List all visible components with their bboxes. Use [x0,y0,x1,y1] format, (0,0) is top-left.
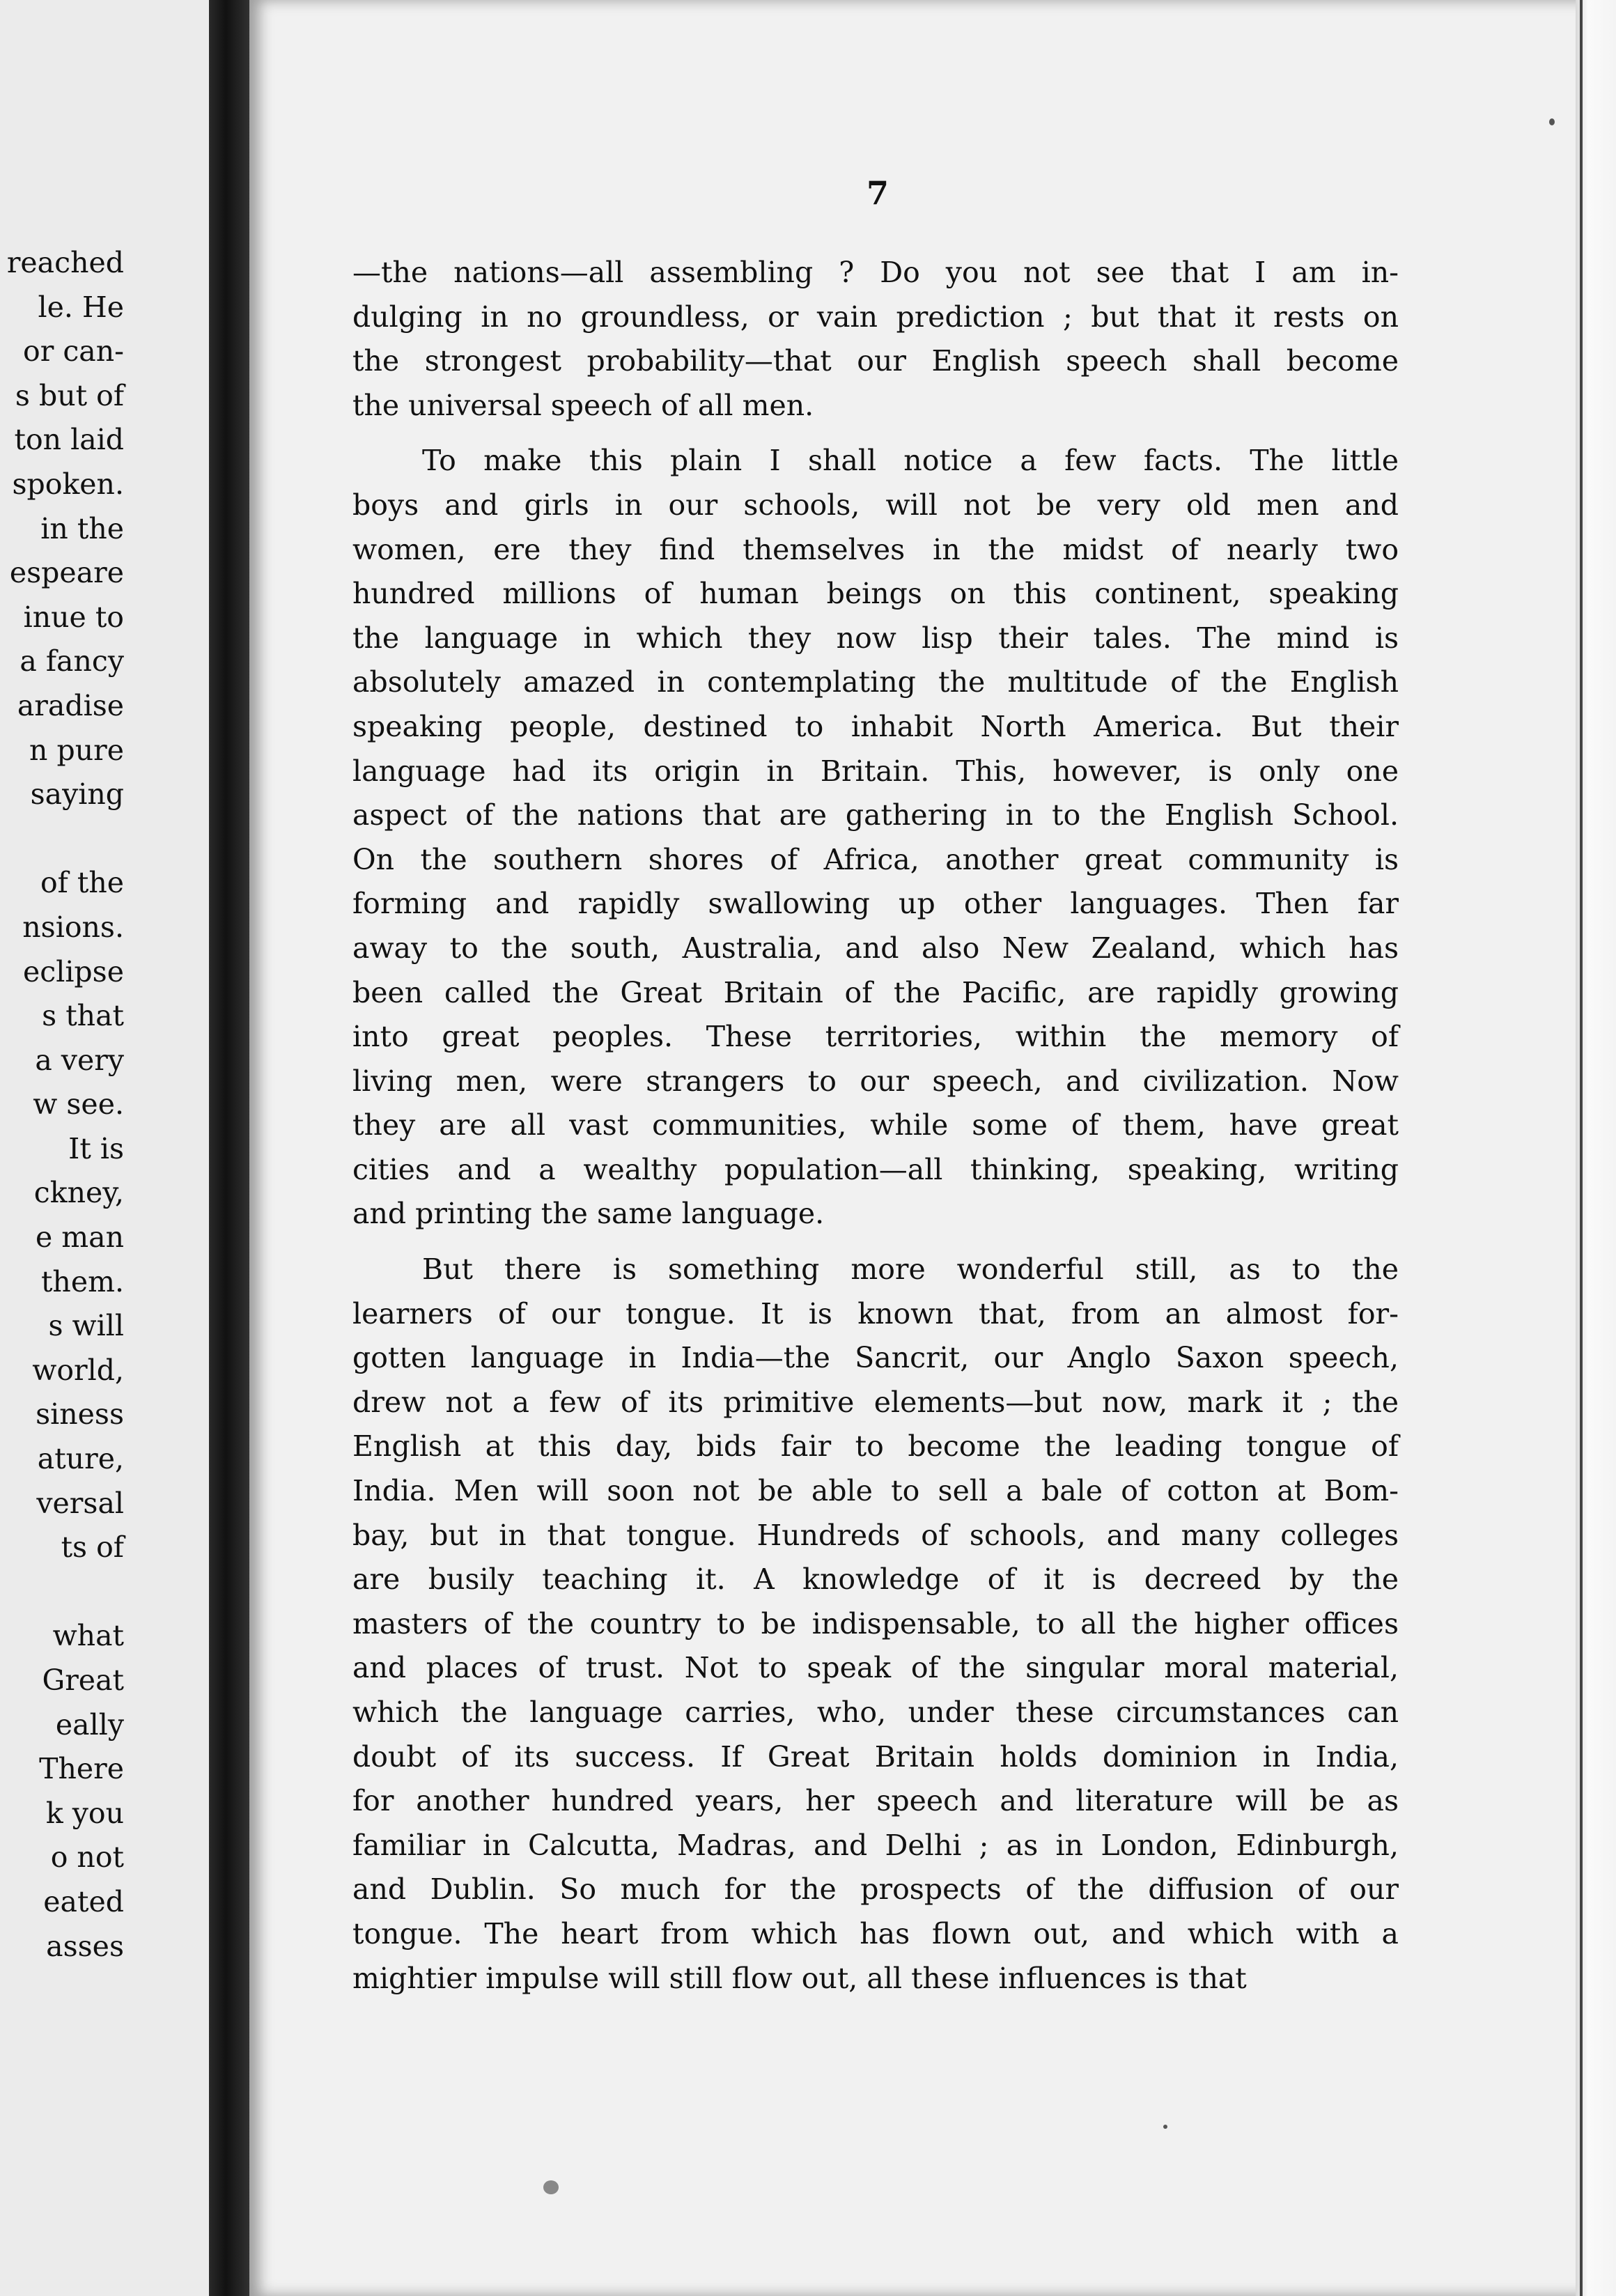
text-line: drew not a few of its primitive elements—but now, mark it ; the [352,1385,1399,1419]
text-line: into great peoples. These territories, within the memory of [352,1020,1399,1054]
fragment-line: a very [35,1043,124,1077]
fragment-line: nsions. [22,910,124,944]
fragment-line: espeare [9,556,124,590]
fragment-line: inue to [23,600,124,634]
paragraph [352,251,1399,428]
text-line: for another hundred years, her speech and literature will be as [352,1784,1399,1818]
text-line: On the southern shores of Africa, another great community is [352,842,1399,876]
fragment-line: versal [36,1486,124,1520]
fragment-line: ckney, [33,1176,124,1210]
text-line: bay, but in that tongue. Hundreds of schools, and many colleges [352,1518,1399,1552]
fragment-line: reached [6,246,124,279]
page-edge [1576,0,1616,2296]
paragraph [352,1248,1399,2001]
body-text [352,251,1399,2001]
fragment-line: k you [45,1796,124,1830]
page-gutter-shadow [209,0,251,2296]
text-line: which the language carries, who, under these circumstances can [352,1696,1399,1729]
fragment-line: spoken. [12,467,124,501]
text-line: dulging in no groundless, or vain prediction ; but that it rests on [352,300,1399,334]
text-line: the strongest probability—that our English speech shall become [352,344,1399,378]
fragment-line: eated [43,1884,124,1918]
fragment-line: ton laid [14,423,124,457]
text-line: the universal speech of all men. [352,388,814,422]
text-line: language had its origin in Britain. This, however, is only one [352,754,1399,788]
fragment-line: saying [30,777,124,812]
text-line: they are all vast communities, while some of them, have great [352,1108,1399,1142]
fragment-line: them. [40,1264,124,1298]
text-line: absolutely amazed in contemplating the multitude of the English [352,665,1399,699]
previous-page-text [0,241,124,1969]
text-line: speaking people, destined to inhabit North America. But their [352,709,1399,743]
fragment-line: a fancy [20,644,124,678]
text-line: cities and a wealthy population—all thinking, speaking, writing [352,1152,1399,1186]
text-line: aspect of the nations that are gathering in to the English School. [352,798,1399,832]
text-line: learners of our tongue. It is known that, from an almost for- [352,1296,1399,1331]
text-line: English at this day, bids fair to become the leading tongue of [352,1429,1399,1464]
fragment-line: o not [50,1840,124,1875]
fragment-line: n pure [29,733,124,767]
fragment-line: what [52,1619,124,1653]
fragment-line: aradise [17,688,124,722]
fragment-line: s that [42,999,124,1033]
fragment-line: s but of [15,378,124,412]
fragment-line: in the [40,511,124,545]
text-line: living men, were strangers to our speech, and civilization. Now [352,1064,1399,1098]
fragment-line: eclipse [22,954,124,988]
fragment-line: world, [32,1353,124,1387]
fragment-line [0,1570,124,1615]
text-line: and Dublin. So much for the prospects of the diffusion of our [352,1872,1399,1907]
fragment-line: e man [35,1220,124,1255]
text-line: To make this plain I shall notice a few facts. The little [422,444,1399,478]
text-line: familiar in Calcutta, Madras, and Delhi ; as in London, Edinburgh, [352,1828,1399,1862]
text-line: women, ere they find themselves in the midst of nearly two [352,532,1399,566]
text-line: forming and rapidly swallowing up other languages. Then far [352,887,1399,921]
fragment-line [0,817,124,862]
fragment-line: Great [42,1663,124,1697]
paragraph [352,439,1399,1236]
fragment-line: ts of [61,1530,124,1565]
fragment-line: s will [48,1309,124,1343]
text-line: been called the Great Britain of the Pacific, are rapidly growing [352,975,1399,1009]
previous-page-fragment [0,0,222,2296]
text-line: the language in which they now lisp their tales. The mind is [352,621,1399,655]
fragment-line: siness [36,1397,124,1432]
text-line: —the nations—all assembling ? Do you not see that I am in- [352,256,1399,289]
text-line: and places of trust. Not to speak of the singular moral material, [352,1651,1399,1685]
text-line: mightier impulse will still flow out, all these influences is that [352,1961,1247,1995]
fragment-line: There [39,1752,124,1786]
fragment-line: asses [46,1929,124,1963]
fragment-line: or can- [23,334,124,369]
text-line: and printing the same language. [352,1197,825,1231]
dust-speck [543,2180,559,2194]
fragment-line: eally [55,1707,124,1742]
text-line: doubt of its success. If Great Britain holds dominion in India, [352,1739,1399,1774]
fragment-line: It is [68,1131,124,1165]
fragment-line: of the [40,866,124,900]
text-line: boys and girls in our schools, will not be very old men and [352,488,1399,522]
page-number: 7 [866,174,889,212]
fragment-line: w see. [33,1087,124,1122]
text-line: away to the south, Australia, and also New Zealand, which has [352,931,1399,965]
text-line: masters of the country to be indispensable, to all the higher offices [352,1606,1399,1640]
text-line: India. Men will soon not be able to sell a bale of cotton at Bom- [352,1474,1399,1508]
dust-speck [1163,2125,1167,2129]
text-line: tongue. The heart from which has flown out, and which with a [352,1916,1399,1950]
text-line: gotten language in India—the Sancrit, our Anglo Saxon speech, [352,1341,1399,1375]
text-line: are busily teaching it. A knowledge of it is decreed by the [352,1562,1399,1597]
fragment-line: ature, [37,1442,124,1476]
text-line: But there is something more wonderful still, as to the [422,1252,1399,1287]
fragment-line: le. He [38,290,124,324]
text-line: hundred millions of human beings on this continent, speaking [352,577,1399,611]
dust-speck [1549,118,1555,125]
